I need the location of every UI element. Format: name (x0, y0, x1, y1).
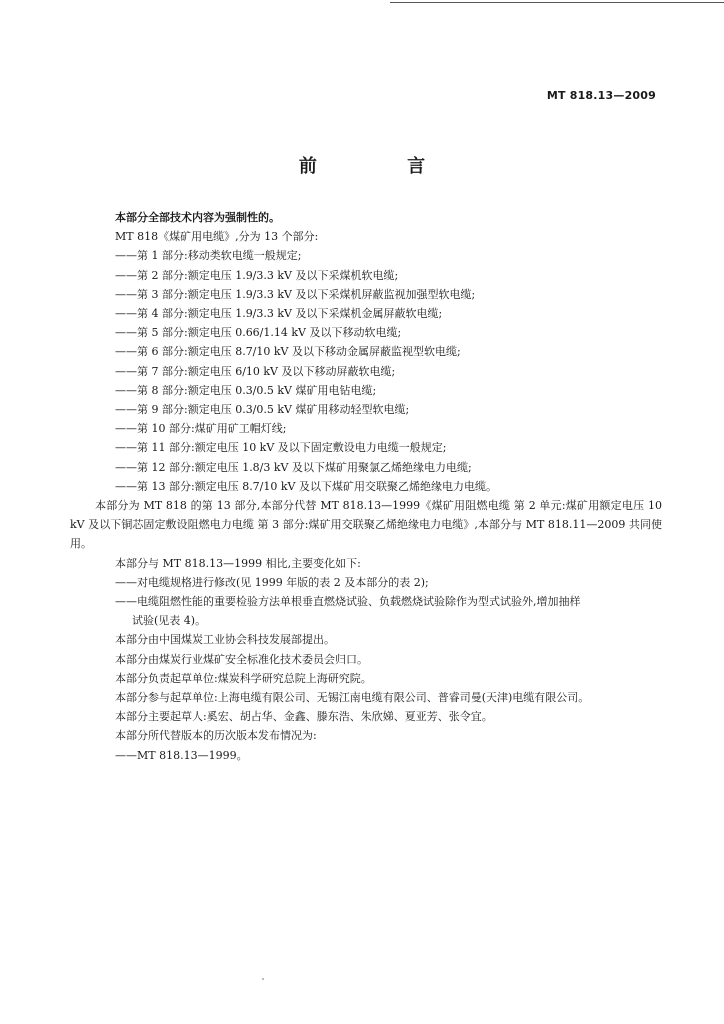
list-item: ——第 6 部分:额定电压 8.7/10 kV 及以下移动金属屏蔽监视型软电缆; (115, 345, 461, 359)
drafting-unit: 本部分负责起草单位:煤炭科学研究总院上海研究院。 (115, 671, 372, 685)
list-item: ——第 12 部分:额定电压 1.8/3 kV 及以下煤矿用聚氯乙烯绝缘电力电缆; (115, 460, 472, 474)
change-item: ——对电缆规格进行修改(见 1999 年版的表 2 及本部分的表 2); (115, 575, 429, 589)
scan-speck (262, 978, 264, 980)
replacement-statement: 本部分为 MT 818 的第 13 部分,本部分代替 MT 818.13—1999《煤矿用阻燃电缆 第 2 单元:煤矿用额定电压 10 kV 及以下铜芯固定敷设阻燃电力电缆 第 3 部分:煤矿用交联聚乙烯绝缘电力电缆》,本部分与 MT 818.11—2009 共同使用。 (70, 499, 662, 551)
list-item: ——第 13 部分:额定电压 8.7/10 kV 及以下煤矿用交联聚乙烯绝缘电力电缆。 (115, 479, 497, 493)
list-item: ——第 3 部分:额定电压 1.9/3.3 kV 及以下采煤机屏蔽监视加强型软电缆; (115, 287, 476, 301)
change-item: ——电缆阻燃性能的重要检验方法单根垂直燃烧试验、负载燃烧试验除作为型式试验外,增加抽样 (115, 595, 581, 609)
list-item: ——第 10 部分:煤矿用矿工帽灯线; (115, 422, 287, 436)
list-item: ——第 11 部分:额定电压 10 kV 及以下固定敷设电力电缆一般规定; (115, 441, 447, 455)
parts-list (90, 246, 662, 496)
page-title: 前 言 (298, 156, 468, 177)
managed-by: 本部分由煤炭行业煤矿安全标准化技术委员会归口。 (115, 652, 368, 666)
participating-units: 本部分参与起草单位:上海电缆有限公司、无锡江南电缆有限公司、普睿司曼(天津)电缆有限公司。 (115, 691, 590, 705)
main-drafters: 本部分主要起草人:奚宏、胡占华、金鑫、滕东浩、朱欣娣、夏亚芳、张令宜。 (115, 710, 493, 724)
foreword-body (70, 208, 662, 765)
list-item: ——第 9 部分:额定电压 0.3/0.5 kV 煤矿用移动轻型软电缆; (115, 403, 410, 417)
change-item-continuation: 试验(见表 4)。 (132, 614, 207, 628)
version-history-intro: 本部分所代替版本的历次版本发布情况为: (115, 729, 317, 743)
document-number: MT 818.13—2009 (546, 89, 656, 102)
proposed-by: 本部分由中国煤炭工业协会科技发展部提出。 (115, 633, 335, 647)
list-item: ——第 5 部分:额定电压 0.66/1.14 kV 及以下移动软电缆; (115, 326, 402, 340)
header-rule (390, 2, 724, 3)
list-item: ——第 8 部分:额定电压 0.3/0.5 kV 煤矿用电钻电缆; (115, 383, 377, 397)
list-item: ——第 7 部分:额定电压 6/10 kV 及以下移动屏蔽软电缆; (115, 364, 396, 378)
version-history-item: ——MT 818.13—1999。 (115, 748, 248, 762)
mandatory-statement: 本部分全部技术内容为强制性的。 (115, 211, 280, 224)
list-item: ——第 1 部分:移动类软电缆一般规定; (115, 249, 302, 263)
list-item: ——第 4 部分:额定电压 1.9/3.3 kV 及以下采煤机金属屏蔽软电缆; (115, 307, 443, 321)
changes-intro: 本部分与 MT 818.13—1999 相比,主要变化如下: (115, 556, 361, 570)
series-intro: MT 818《煤矿用电缆》,分为 13 个部分: (115, 230, 319, 244)
list-item: ——第 2 部分:额定电压 1.9/3.3 kV 及以下采煤机软电缆; (115, 268, 399, 282)
